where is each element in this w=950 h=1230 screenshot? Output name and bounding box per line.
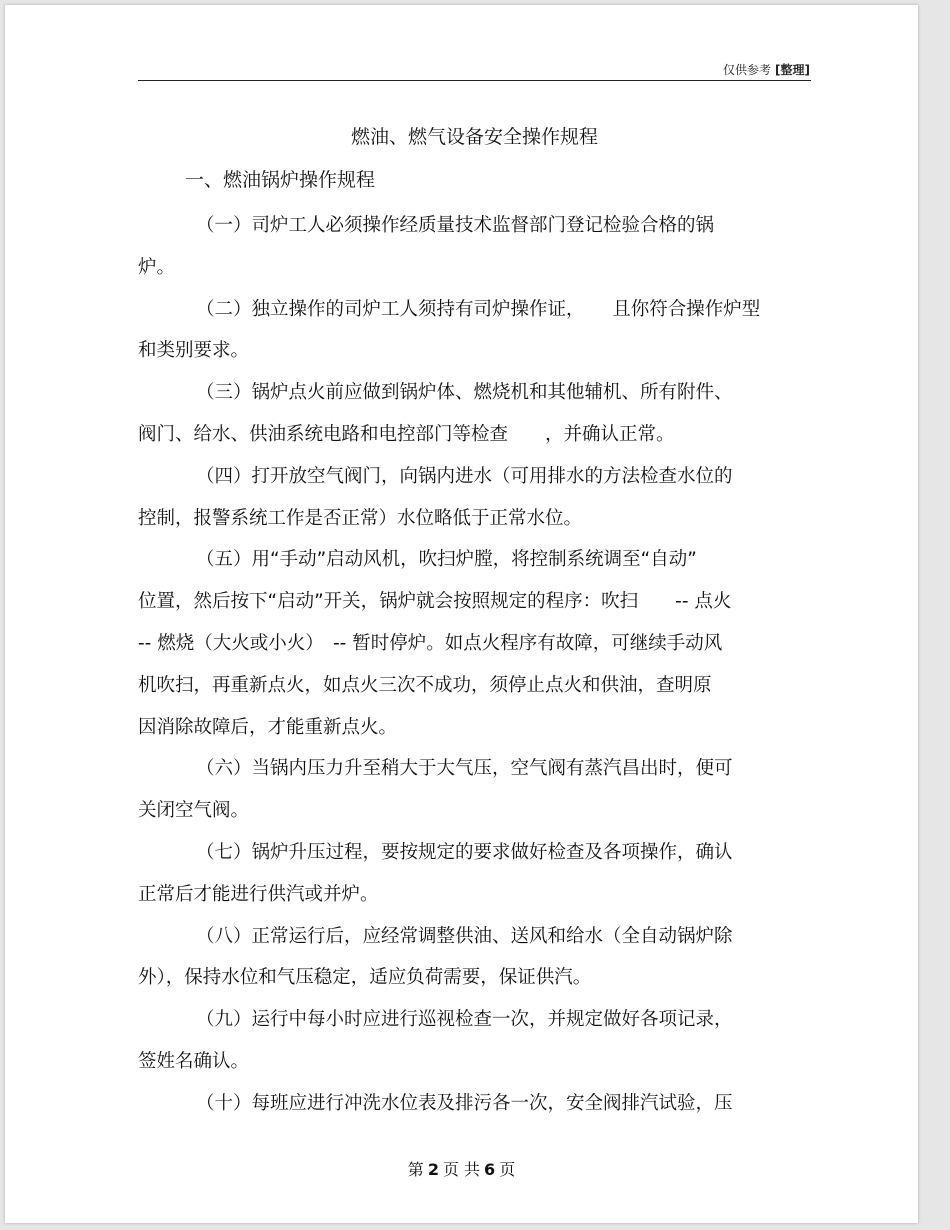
paragraph-line: 阀门、给水、供油系统电路和电控部门等检查 ，并确认正常。 xyxy=(138,423,675,445)
paragraph-line: 关闭空气阀。 xyxy=(138,800,250,822)
paragraph xyxy=(138,372,828,456)
paragraph-line: 炉。 xyxy=(138,256,176,278)
footer-current-page: 2 xyxy=(427,1160,439,1179)
paragraph-line: 因消除故障后，才能重新点火。 xyxy=(138,716,398,738)
paragraph-line: （二）独立操作的司炉工人须持有司炉操作证， 且你符合操作炉型 xyxy=(196,298,761,320)
paragraph-line: 外），保持水位和气压稳定，适应负荷需要，保证供汽。 xyxy=(138,967,592,989)
document-body xyxy=(138,205,828,1125)
paragraph-line: 正常后才能进行供汽或并炉。 xyxy=(138,883,379,905)
paragraph-line: 控制，报警系统工作是否正常）水位略低于正常水位。 xyxy=(138,507,583,529)
paragraph xyxy=(138,289,828,373)
footer-prefix: 第 xyxy=(407,1160,424,1179)
document-title: 燃油、燃气设备安全操作规程 xyxy=(350,126,598,148)
paragraph-line: 签姓名确认。 xyxy=(138,1050,250,1072)
paragraph-line: （三）锅炉点火前应做到锅炉体、燃烧机和其他辅机、所有附件、 xyxy=(196,382,733,404)
paragraph-line: （四）打开放空气阀门，向锅内进水（可用排水的方法检查水位的 xyxy=(196,465,733,487)
paragraph-line: 机吹扫，再重新点火，如点火三次不成功，须停止点火和供油，查明原 xyxy=(138,674,712,696)
section-heading: 一、燃油锅炉操作规程 xyxy=(185,169,376,191)
footer-middle: 页 共 xyxy=(442,1160,481,1179)
paragraph-line: -- 燃烧（大火或小火） -- 暂时停炉。如点火程序有故障，可继续手动风 xyxy=(138,632,723,654)
paragraph xyxy=(138,1083,828,1125)
paragraph xyxy=(138,539,828,748)
paragraph xyxy=(138,205,828,289)
document-page xyxy=(5,5,918,1223)
paragraph-line: （七）锅炉升压过程，要按规定的要求做好检查及各项操作，确认 xyxy=(196,841,733,863)
paragraph-line: 位置，然后按下“启动”开关，锅炉就会按照规定的程序：吹扫 -- 点火 xyxy=(138,591,732,613)
paragraph-line: （十）每班应进行冲洗水位表及排污各一次，安全阀排汽试验，压 xyxy=(196,1092,733,1114)
page-footer xyxy=(5,1157,918,1180)
footer-total-pages: 6 xyxy=(484,1160,496,1179)
paragraph xyxy=(138,832,828,916)
header-ref-text: 仅供参考 xyxy=(723,63,772,77)
header-divider xyxy=(138,80,811,81)
header-reference xyxy=(723,61,810,78)
paragraph xyxy=(138,916,828,1000)
paragraph xyxy=(138,456,828,540)
paragraph xyxy=(138,748,828,832)
paragraph-line: （五）用“手动”启动风机，吹扫炉膛，将控制系统调至“自动” xyxy=(196,549,697,571)
paragraph-line: 和类别要求。 xyxy=(138,340,250,362)
paragraph-line: （六）当锅内压力升至稍大于大气压，空气阀有蒸汽昌出时，便可 xyxy=(196,758,733,780)
footer-suffix: 页 xyxy=(499,1160,516,1179)
paragraph-line: （八）正常运行后，应经常调整供油、送风和给水（全自动锅炉除 xyxy=(196,925,733,947)
paragraph xyxy=(138,999,828,1083)
paragraph-line: （一）司炉工人必须操作经质量技术监督部门登记检验合格的锅 xyxy=(196,215,715,236)
paragraph-line: （九）运行中每小时应进行巡视检查一次，并规定做好各项记录， xyxy=(196,1009,733,1031)
header-ref-bracket: [整理] xyxy=(775,63,810,77)
